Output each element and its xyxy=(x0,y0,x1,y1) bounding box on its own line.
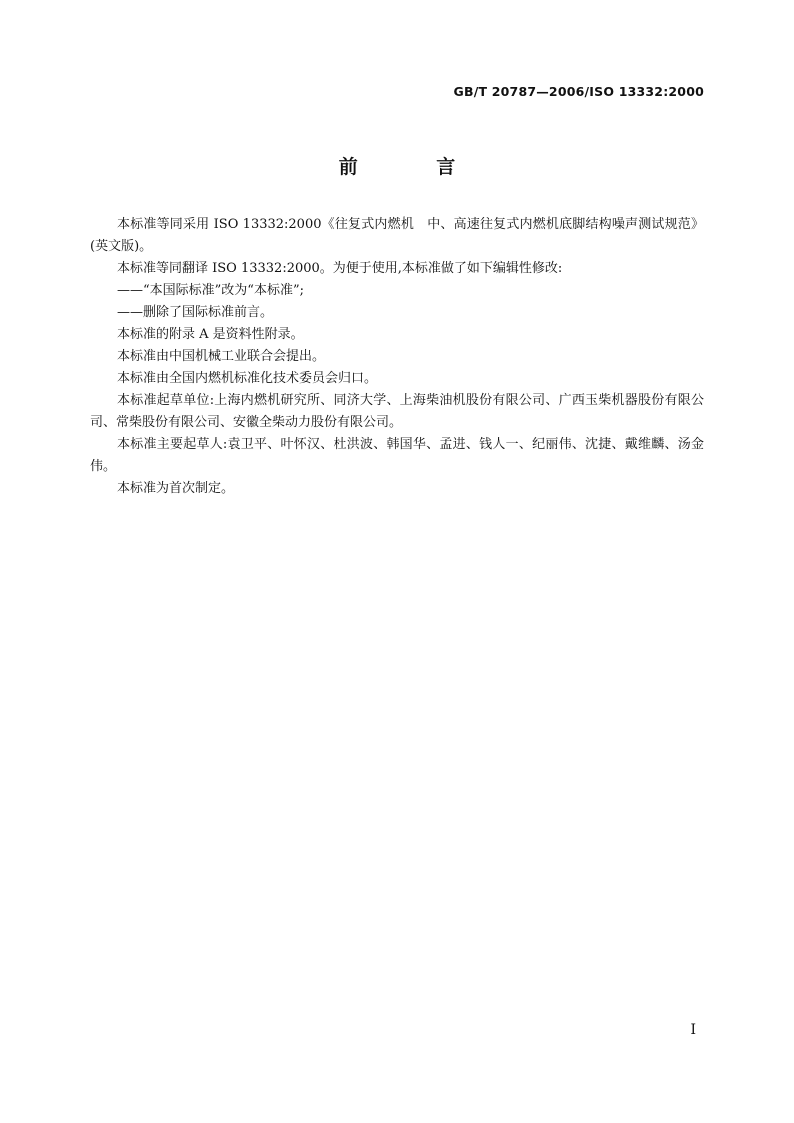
foreword-body xyxy=(90,214,704,500)
page-title: 前 言 xyxy=(338,156,492,178)
page-number: I xyxy=(690,1022,696,1038)
paragraph: ——删除了国际标准前言。 xyxy=(117,305,274,320)
paragraph: 本标准起草单位:上海内燃机研究所、同济大学、上海柴油机股份有限公司、广西玉柴机器股份有限公司、常柴股份有限公司、安徽全柴动力股份有限公司。 xyxy=(90,393,704,430)
paragraph: ——“本国际标准”改为“本标准”; xyxy=(117,283,304,298)
paragraph: 本标准主要起草人:袁卫平、叶怀汉、杜洪波、韩国华、孟进、钱人一、纪丽伟、沈捷、戴维麟、汤金伟。 xyxy=(90,437,704,474)
standard-code: GB/T 20787—2006/ISO 13332:2000 xyxy=(453,84,704,99)
paragraph: 本标准等同翻译 ISO 13332:2000。为便于使用,本标准做了如下编辑性修改: xyxy=(117,261,563,276)
paragraph: 本标准由全国内燃机标准化技术委员会归口。 xyxy=(117,371,378,386)
paragraph: 本标准为首次制定。 xyxy=(117,481,235,496)
paragraph: 本标准由中国机械工业联合会提出。 xyxy=(117,349,326,364)
paragraph: 本标准的附录 A 是资料性附录。 xyxy=(117,327,304,342)
paragraph: 本标准等同采用 ISO 13332:2000《往复式内燃机 中、高速往复式内燃机底脚结构噪声测试规范》(英文版)。 xyxy=(90,217,704,254)
